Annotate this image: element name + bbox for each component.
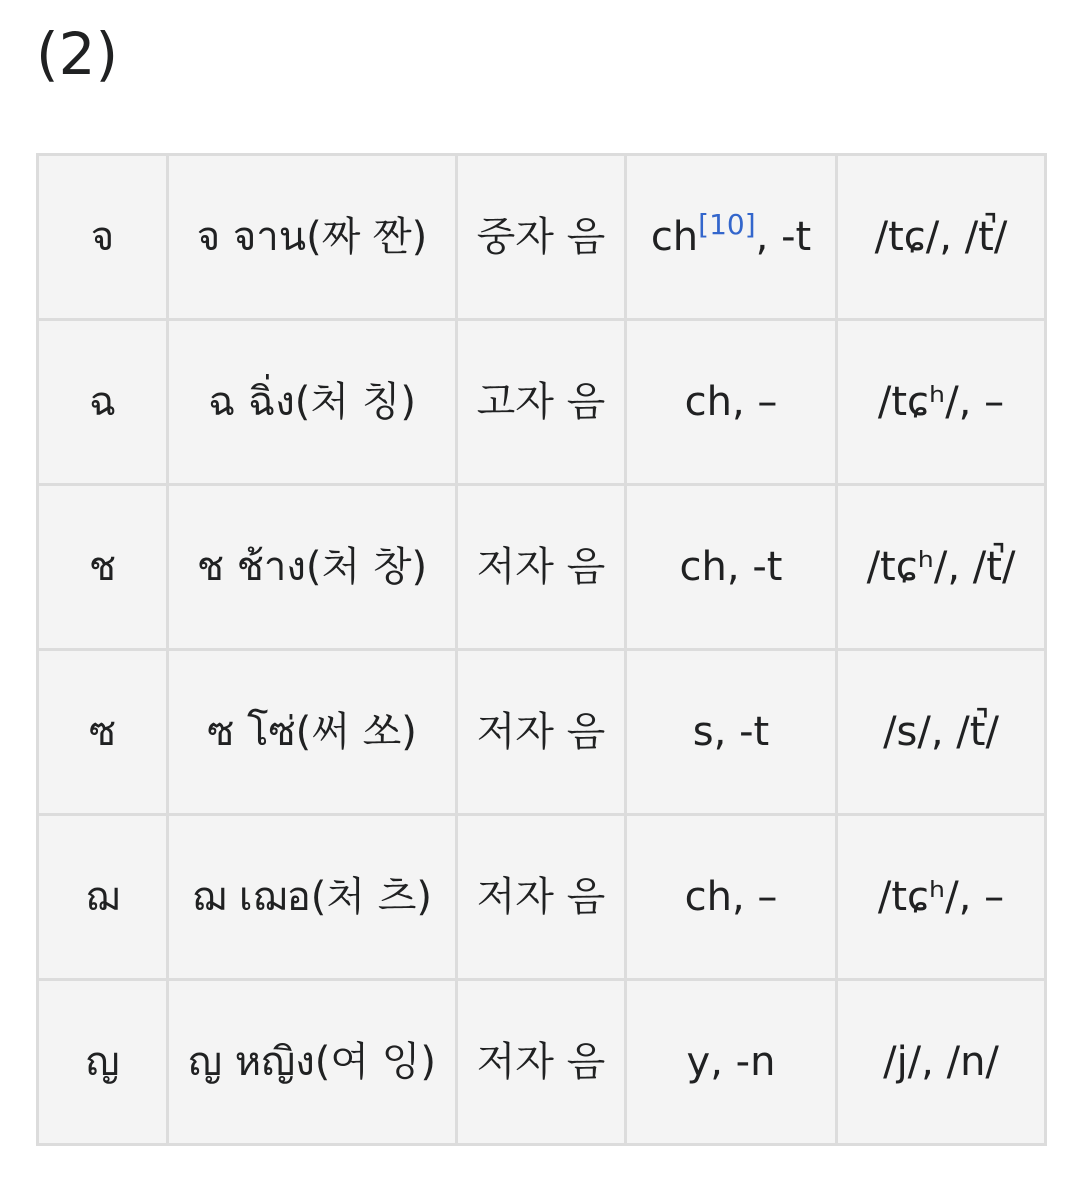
romanization-cell: s, -t [626, 650, 837, 815]
ipa-cell: /tɕʰ/, – [837, 815, 1046, 980]
table-row [38, 815, 1046, 980]
letter-cell: ฌ [38, 815, 168, 980]
letter-cell: ช [38, 485, 168, 650]
romanization-cell: ch, – [626, 815, 837, 980]
class-cell: 저자 음 [457, 650, 626, 815]
class-cell: 저자 음 [457, 485, 626, 650]
letter-cell: ซ [38, 650, 168, 815]
romanization-cell: ch, – [626, 320, 837, 485]
romanization-text-rest: , -t [755, 214, 812, 260]
section-heading: (2) [36, 20, 119, 88]
ipa-cell: /j/, /n/ [837, 980, 1046, 1145]
romanization-text: ch [650, 214, 699, 260]
ipa-cell: /tɕʰ/, – [837, 320, 1046, 485]
name-cell: ฉ ฉิ่ง(처 칭) [168, 320, 457, 485]
table-row [38, 320, 1046, 485]
class-cell: 저자 음 [457, 980, 626, 1145]
consonant-table [36, 153, 1047, 1146]
letter-cell: ญ [38, 980, 168, 1145]
romanization-cell: ch, -t [626, 485, 837, 650]
reference-link[interactable]: [10] [698, 208, 756, 241]
table-row [38, 650, 1046, 815]
ipa-cell: /tɕ/, /t̚/ [837, 155, 1046, 320]
name-cell: ซ โซ่(써 쏘) [168, 650, 457, 815]
romanization-cell [626, 155, 837, 320]
class-cell: 중자 음 [457, 155, 626, 320]
romanization-cell: y, -n [626, 980, 837, 1145]
class-cell: 고자 음 [457, 320, 626, 485]
letter-cell: ฉ [38, 320, 168, 485]
ipa-cell: /s/, /t̚/ [837, 650, 1046, 815]
letter-cell: จ [38, 155, 168, 320]
table-row [38, 485, 1046, 650]
class-cell: 저자 음 [457, 815, 626, 980]
table-row [38, 155, 1046, 320]
name-cell: ฌ เฌอ(처 츠) [168, 815, 457, 980]
name-cell: จ จาน(짜 짠) [168, 155, 457, 320]
name-cell: ช ช้าง(처 창) [168, 485, 457, 650]
name-cell: ญ หญิง(여 잉) [168, 980, 457, 1145]
table-row [38, 980, 1046, 1145]
ipa-cell: /tɕʰ/, /t̚/ [837, 485, 1046, 650]
